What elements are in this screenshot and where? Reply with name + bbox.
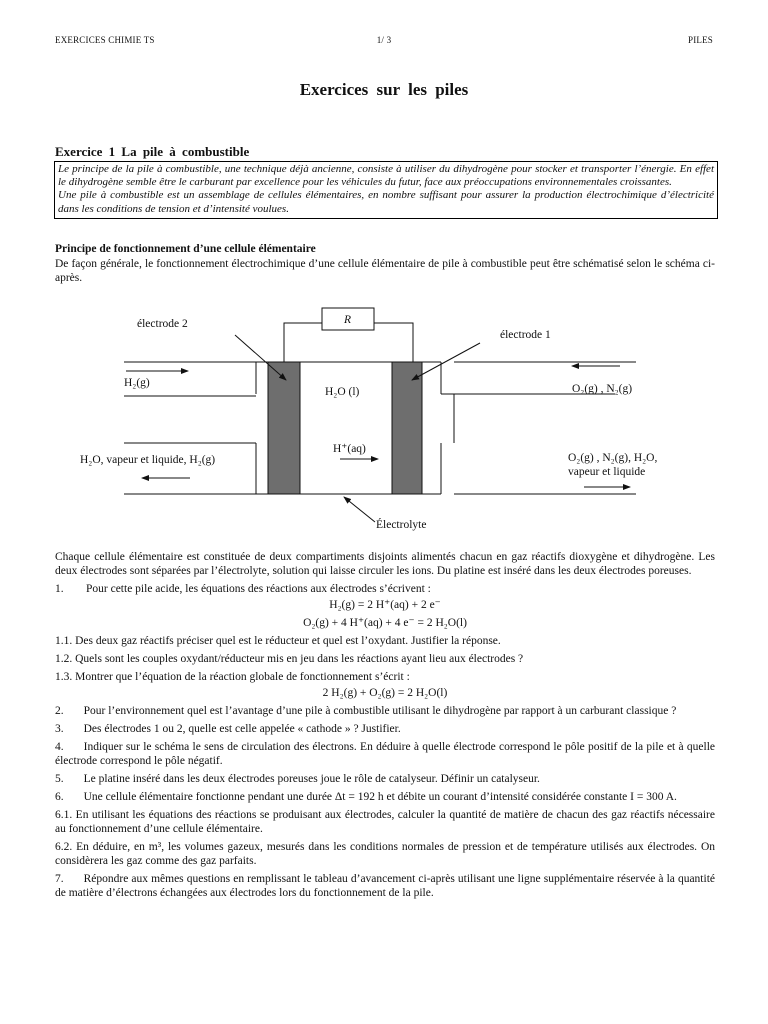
electrode-1	[392, 362, 422, 494]
question-2	[55, 704, 715, 718]
question-1-2: 1.2. Quels sont les couples oxydant/réducteur mis en jeu dans les réactions ayant lieu aux électrodes ?	[55, 653, 524, 665]
equation-3: 2 H₂(g) + O₂(g) = 2 H₂O(l)	[322, 687, 448, 699]
intro-paragraph-2: Une pile à combustible est un assemblage de cellules élémentaires, en nombre suffisant pour assurer la production électrochimique d’électricité dans les conditions de tension et d’intensité voulues.	[58, 189, 714, 215]
question-2-text: Pour l’environnement quel est l’avantage d’une pile à combustible utilisant le dihydrogène par rapport à un carburant classique ?	[83, 705, 677, 717]
question-1-3: 1.3. Montrer que l’équation de la réaction globale de fonctionnement s’écrit :	[55, 671, 410, 683]
left-outlet-label: H₂O, vapeur et liquide, H₂(g)	[80, 454, 216, 466]
question-6	[55, 790, 715, 804]
h2-inlet-label: H₂(g)	[124, 377, 150, 389]
right-outlet-label-1: O₂(g) , N₂(g), H₂O,	[568, 452, 658, 464]
equation-2: O₂(g) + 4 H⁺(aq) + 4 e⁻ = 2 H₂O(l)	[303, 617, 467, 629]
question-5-text: Le platine inséré dans les deux électrodes poreuses joue le rôle de catalyseur. Définir un catalyseur.	[83, 773, 540, 785]
o2-inlet-label: O₂(g) , N₂(g)	[572, 383, 633, 395]
resistor-label: R	[344, 314, 352, 326]
question-7-number: 7.	[55, 873, 64, 885]
principle-title: Principe de fonctionnement d’une cellule élémentaire	[55, 243, 316, 255]
question-6-number: 6.	[55, 791, 64, 803]
right-outlet-label-2: vapeur et liquide	[568, 466, 646, 478]
header-page-number: 1/ 3	[376, 35, 392, 45]
hplus-label: H⁺(aq)	[333, 443, 366, 455]
question-7-text: Répondre aux mêmes questions en remplissant le tableau d’avancement ci-après utilisant une ligne supplémentaire réservée à la quantité de matière d’électrons échangées aux électrodes lors du fonctionnement de la pile.	[55, 873, 715, 899]
question-6-1: 6.1. En utilisant les équations des réactions se produisant aux électrodes, calculer la quantité de matière de chacun des gaz réactifs nécessaire au fonctionnement d’une cellule élémentaire.	[55, 809, 715, 835]
question-5-number: 5.	[55, 773, 64, 785]
header-left: EXERCICES CHIMIE TS	[55, 35, 155, 45]
external-circuit	[284, 308, 413, 362]
header-right: PILES	[687, 35, 713, 45]
fuel-cell-diagram	[0, 300, 768, 540]
question-5	[55, 772, 715, 786]
question-6-text: Une cellule élémentaire fonctionne pendant une durée Δt = 192 h et débite un courant d’intensité considérée constante I = 300 A.	[83, 791, 677, 803]
water-label: H₂O (l)	[325, 386, 360, 398]
electrode-2	[268, 362, 300, 494]
cells-paragraph: Chaque cellule élémentaire est constituée de deux compartiments disjoints alimentés chacun en gaz réactifs dioxygène et dihydrogène. Les deux électrodes sont séparées par l’électrolyte, solution qui laisse circuler les ions. Du platine est inséré dans les deux électrodes poreuses.	[55, 551, 715, 577]
question-2-number: 2.	[55, 705, 64, 717]
gas-channels	[124, 362, 636, 494]
intro-paragraph-1: Le principe de la pile à combustible, une technique déjà ancienne, consiste à utiliser du dihydrogène pour stocker et transporter l’énergie. En effet le dihydrogène semble être le carburant par excellence pour les véhicules du futur, face aux préoccupations environnementales croissantes.	[58, 163, 714, 189]
question-6-2: 6.2. En déduire, en m³, les volumes gazeux, mesurés dans les conditions normales de pression et de température utilisés aux électrodes. On considèrera les gaz comme des gaz parfaits.	[55, 841, 715, 867]
question-4-text: Indiquer sur le schéma le sens de circulation des électrons. En déduire à quelle électrode correspond le pôle positif de la pile et à quelle électrode correspond le pôle négatif.	[55, 741, 715, 767]
question-1	[55, 582, 715, 596]
electrode-1-label: électrode 1	[500, 329, 551, 341]
electrolyte-label: Électrolyte	[376, 519, 427, 531]
questions-section	[55, 550, 715, 900]
question-1-number: 1.	[55, 583, 64, 595]
equation-1: H₂(g) = 2 H⁺(aq) + 2 e⁻	[329, 599, 441, 611]
question-7	[55, 872, 715, 900]
question-3-number: 3.	[55, 723, 64, 735]
question-1-1: 1.1. Des deux gaz réactifs préciser quel est le réducteur et quel est l’oxydant. Justifier la réponse.	[55, 635, 501, 647]
question-4-number: 4.	[55, 741, 64, 753]
question-4	[55, 740, 715, 768]
electrode-2-label: électrode 2	[137, 318, 188, 330]
question-3-text: Des électrodes 1 ou 2, quelle est celle appelée « cathode » ? Justifier.	[83, 723, 401, 735]
question-3	[55, 722, 715, 736]
question-1-text: Pour cette pile acide, les équations des réactions aux électrodes s’écrivent :	[86, 583, 431, 595]
exercise-title: Exercice 1 La pile à combustible	[55, 144, 250, 159]
intro-box	[54, 161, 718, 219]
page-title: Exercices sur les piles	[299, 80, 469, 99]
principle-text: De façon générale, le fonctionnement électrochimique d’une cellule élémentaire de pile à combustible peut être schématisé selon le schéma ci-après.	[55, 258, 715, 284]
